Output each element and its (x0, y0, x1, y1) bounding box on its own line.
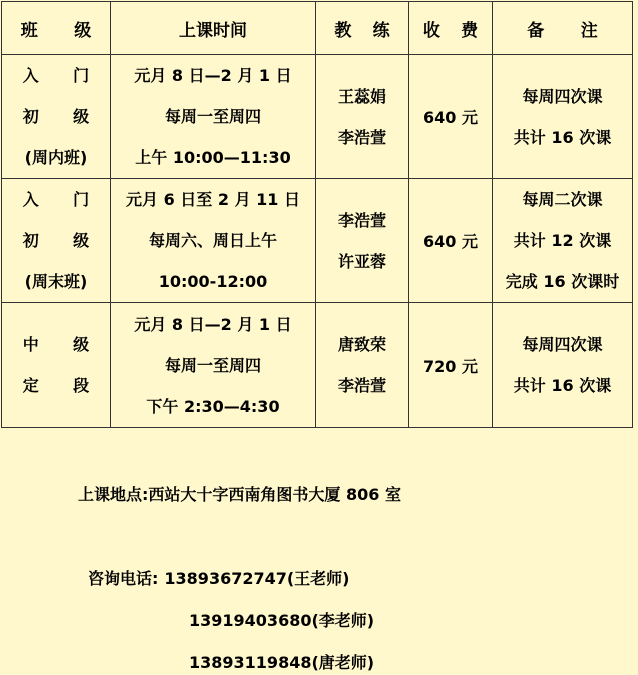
header-time: 上课时间 (111, 2, 316, 55)
note-line: 每周二次课 (522, 190, 603, 209)
class-line: 初 级 (22, 107, 104, 126)
time-cell (111, 179, 316, 303)
contact-phone: 13919403680(李老师) (189, 611, 375, 630)
note-line: 共计 16 次课 (513, 376, 612, 395)
time-line: 每周六、周日上午 (148, 231, 277, 250)
fee-cell: 720 元 (409, 303, 493, 428)
table-header-row (2, 2, 633, 55)
location-value: 西站大十字西南角图书大厦 806 室 (148, 485, 401, 504)
coach-cell (316, 55, 409, 179)
note-cell (493, 55, 633, 179)
time-cell (111, 303, 316, 428)
class-cell (2, 55, 111, 179)
time-line: 元月 8 日—2 月 1 日 (134, 314, 292, 334)
time-line: 上午 10:00—11:30 (135, 148, 291, 167)
coach-name: 唐致荣 (337, 335, 386, 354)
header-class: 班 级 (2, 2, 111, 55)
time-line: 每周一至周四 (164, 107, 261, 126)
note-line: 共计 16 次课 (513, 127, 612, 147)
contact-phone: 13893672747(王老师) (164, 569, 350, 588)
location-line (78, 482, 401, 505)
coach-name: 许亚蓉 (337, 251, 386, 271)
header-coach: 教 练 (316, 2, 409, 55)
note-line: 每周四次课 (522, 335, 603, 354)
class-cell (2, 179, 111, 303)
header-fee: 收 费 (409, 2, 493, 55)
class-line: 入 门 (22, 190, 104, 209)
fee-cell: 640 元 (409, 179, 493, 303)
time-line: 元月 8 日—2 月 1 日 (134, 66, 292, 85)
class-line: 中 级 (22, 335, 104, 354)
contact-phone-line (189, 650, 374, 673)
time-line: 下午 2:30—4:30 (146, 396, 280, 416)
coach-name: 李浩萱 (337, 210, 386, 230)
time-cell (111, 55, 316, 179)
contact-phone-line (189, 608, 374, 631)
coach-cell (316, 303, 409, 428)
contact-phone: 13893119848(唐老师) (189, 653, 375, 672)
class-cell (2, 303, 111, 428)
location-label: 上课地点: (78, 485, 149, 504)
note-cell (493, 179, 633, 303)
header-note: 备 注 (493, 2, 633, 55)
class-line: 入 门 (22, 66, 104, 85)
coach-name: 王蕊娟 (337, 86, 386, 106)
table-row (2, 179, 633, 303)
note-line: 每周四次课 (522, 86, 603, 106)
time-line: 元月 6 日至 2 月 11 日 (126, 190, 300, 209)
note-cell (493, 303, 633, 428)
course-schedule-table (1, 1, 633, 428)
coach-name: 李浩萱 (337, 127, 386, 147)
time-line: 10:00-12:00 (158, 272, 268, 291)
time-line: 每周一至周四 (164, 355, 261, 375)
fee-cell: 640 元 (409, 55, 493, 179)
class-line: 定 段 (22, 376, 104, 395)
table-row (2, 55, 633, 179)
class-line: (周末班) (24, 272, 88, 291)
contact-line (88, 566, 350, 589)
note-line: 完成 16 次课时 (505, 272, 620, 291)
coach-cell (316, 179, 409, 303)
class-line: 初 级 (22, 231, 104, 250)
contact-label: 咨询电话: (88, 569, 159, 588)
class-line: (周内班) (24, 148, 88, 167)
coach-name: 李浩萱 (337, 376, 386, 395)
note-line: 共计 12 次课 (513, 231, 612, 250)
table-row (2, 303, 633, 428)
